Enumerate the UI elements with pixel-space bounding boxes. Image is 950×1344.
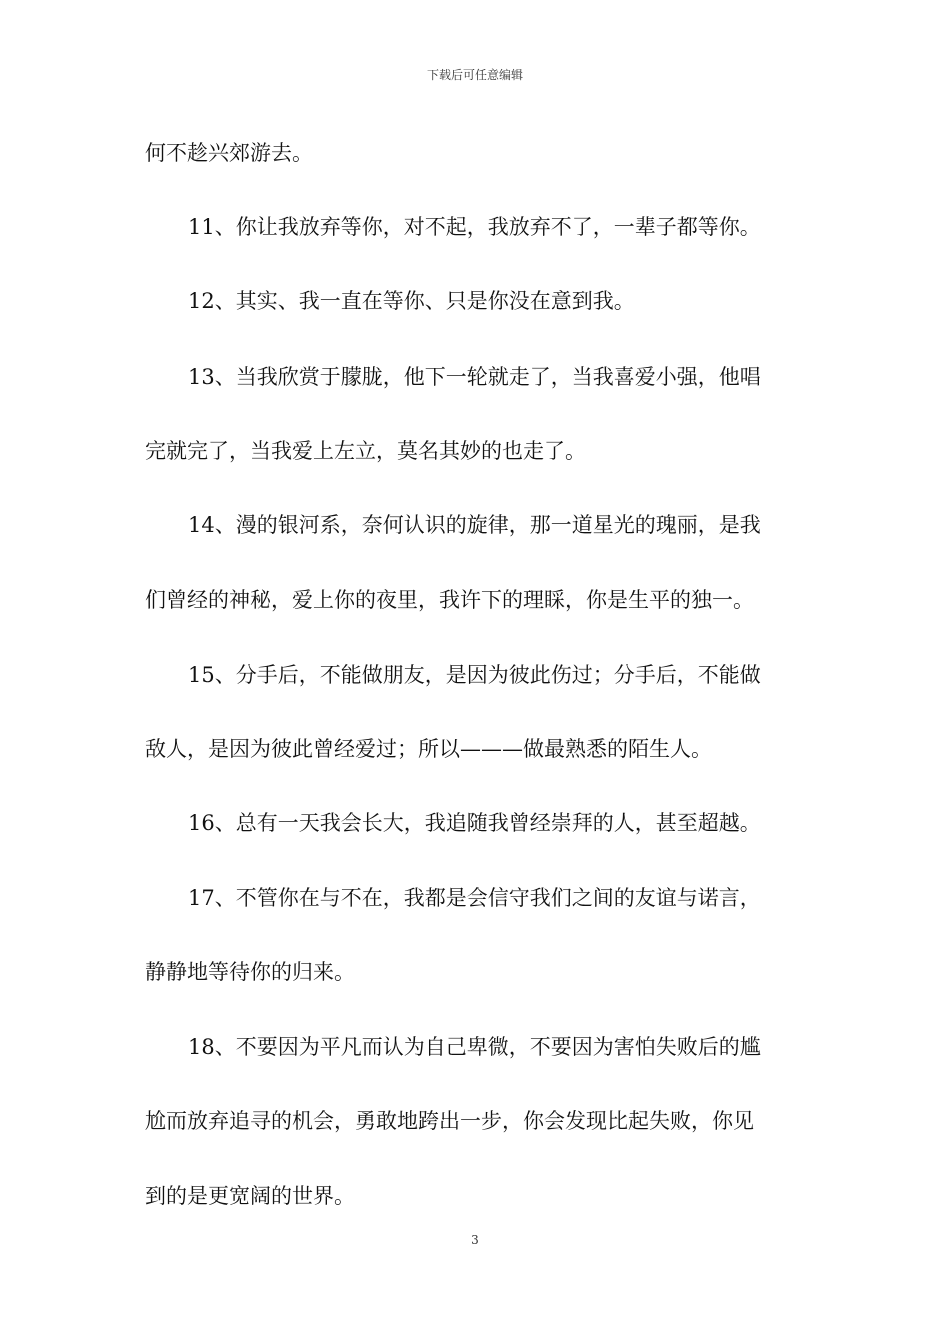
paragraph-line: 尬而放弃追寻的机会，勇敢地跨出一步，你会发现比起失败，你见	[145, 1109, 754, 1133]
paragraph-line: 16、总有一天我会长大，我追随我曾经崇拜的人，甚至超越。	[188, 811, 761, 835]
paragraph-line: 18、不要因为平凡而认为自己卑微，不要因为害怕失败后的尴	[188, 1035, 761, 1059]
page-header: 下载后可任意编辑	[426, 68, 523, 82]
paragraph-line: 们曾经的神秘，爱上你的夜里，我许下的理睬，你是生平的独一。	[145, 588, 754, 612]
paragraph-line: 17、不管你在与不在，我都是会信守我们之间的友谊与诺言，	[188, 886, 761, 910]
page-number: 3	[471, 1233, 479, 1247]
paragraph-line: 11、你让我放弃等你，对不起，我放弃不了，一辈子都等你。	[188, 215, 761, 239]
paragraph-line: 敌人，是因为彼此曾经爱过；所以———做最熟悉的陌生人。	[145, 737, 712, 761]
paragraph-line: 到的是更宽阔的世界。	[145, 1184, 355, 1208]
paragraph-line: 静静地等待你的归来。	[145, 960, 355, 984]
paragraph-line: 12、其实、我一直在等你、只是你没在意到我。	[188, 289, 635, 313]
paragraph-line: 14、漫的银河系，奈何认识的旋律，那一道星光的瑰丽，是我	[188, 513, 761, 537]
paragraph-line: 13、当我欣赏于朦胧，他下一轮就走了，当我喜爱小强，他唱	[188, 365, 761, 389]
paragraph-line: 何不趁兴郊游去。	[145, 141, 313, 165]
paragraph-line: 完就完了，当我爱上左立，莫名其妙的也走了。	[145, 439, 586, 463]
paragraph-line: 15、分手后，不能做朋友，是因为彼此伤过；分手后，不能做	[188, 663, 761, 687]
